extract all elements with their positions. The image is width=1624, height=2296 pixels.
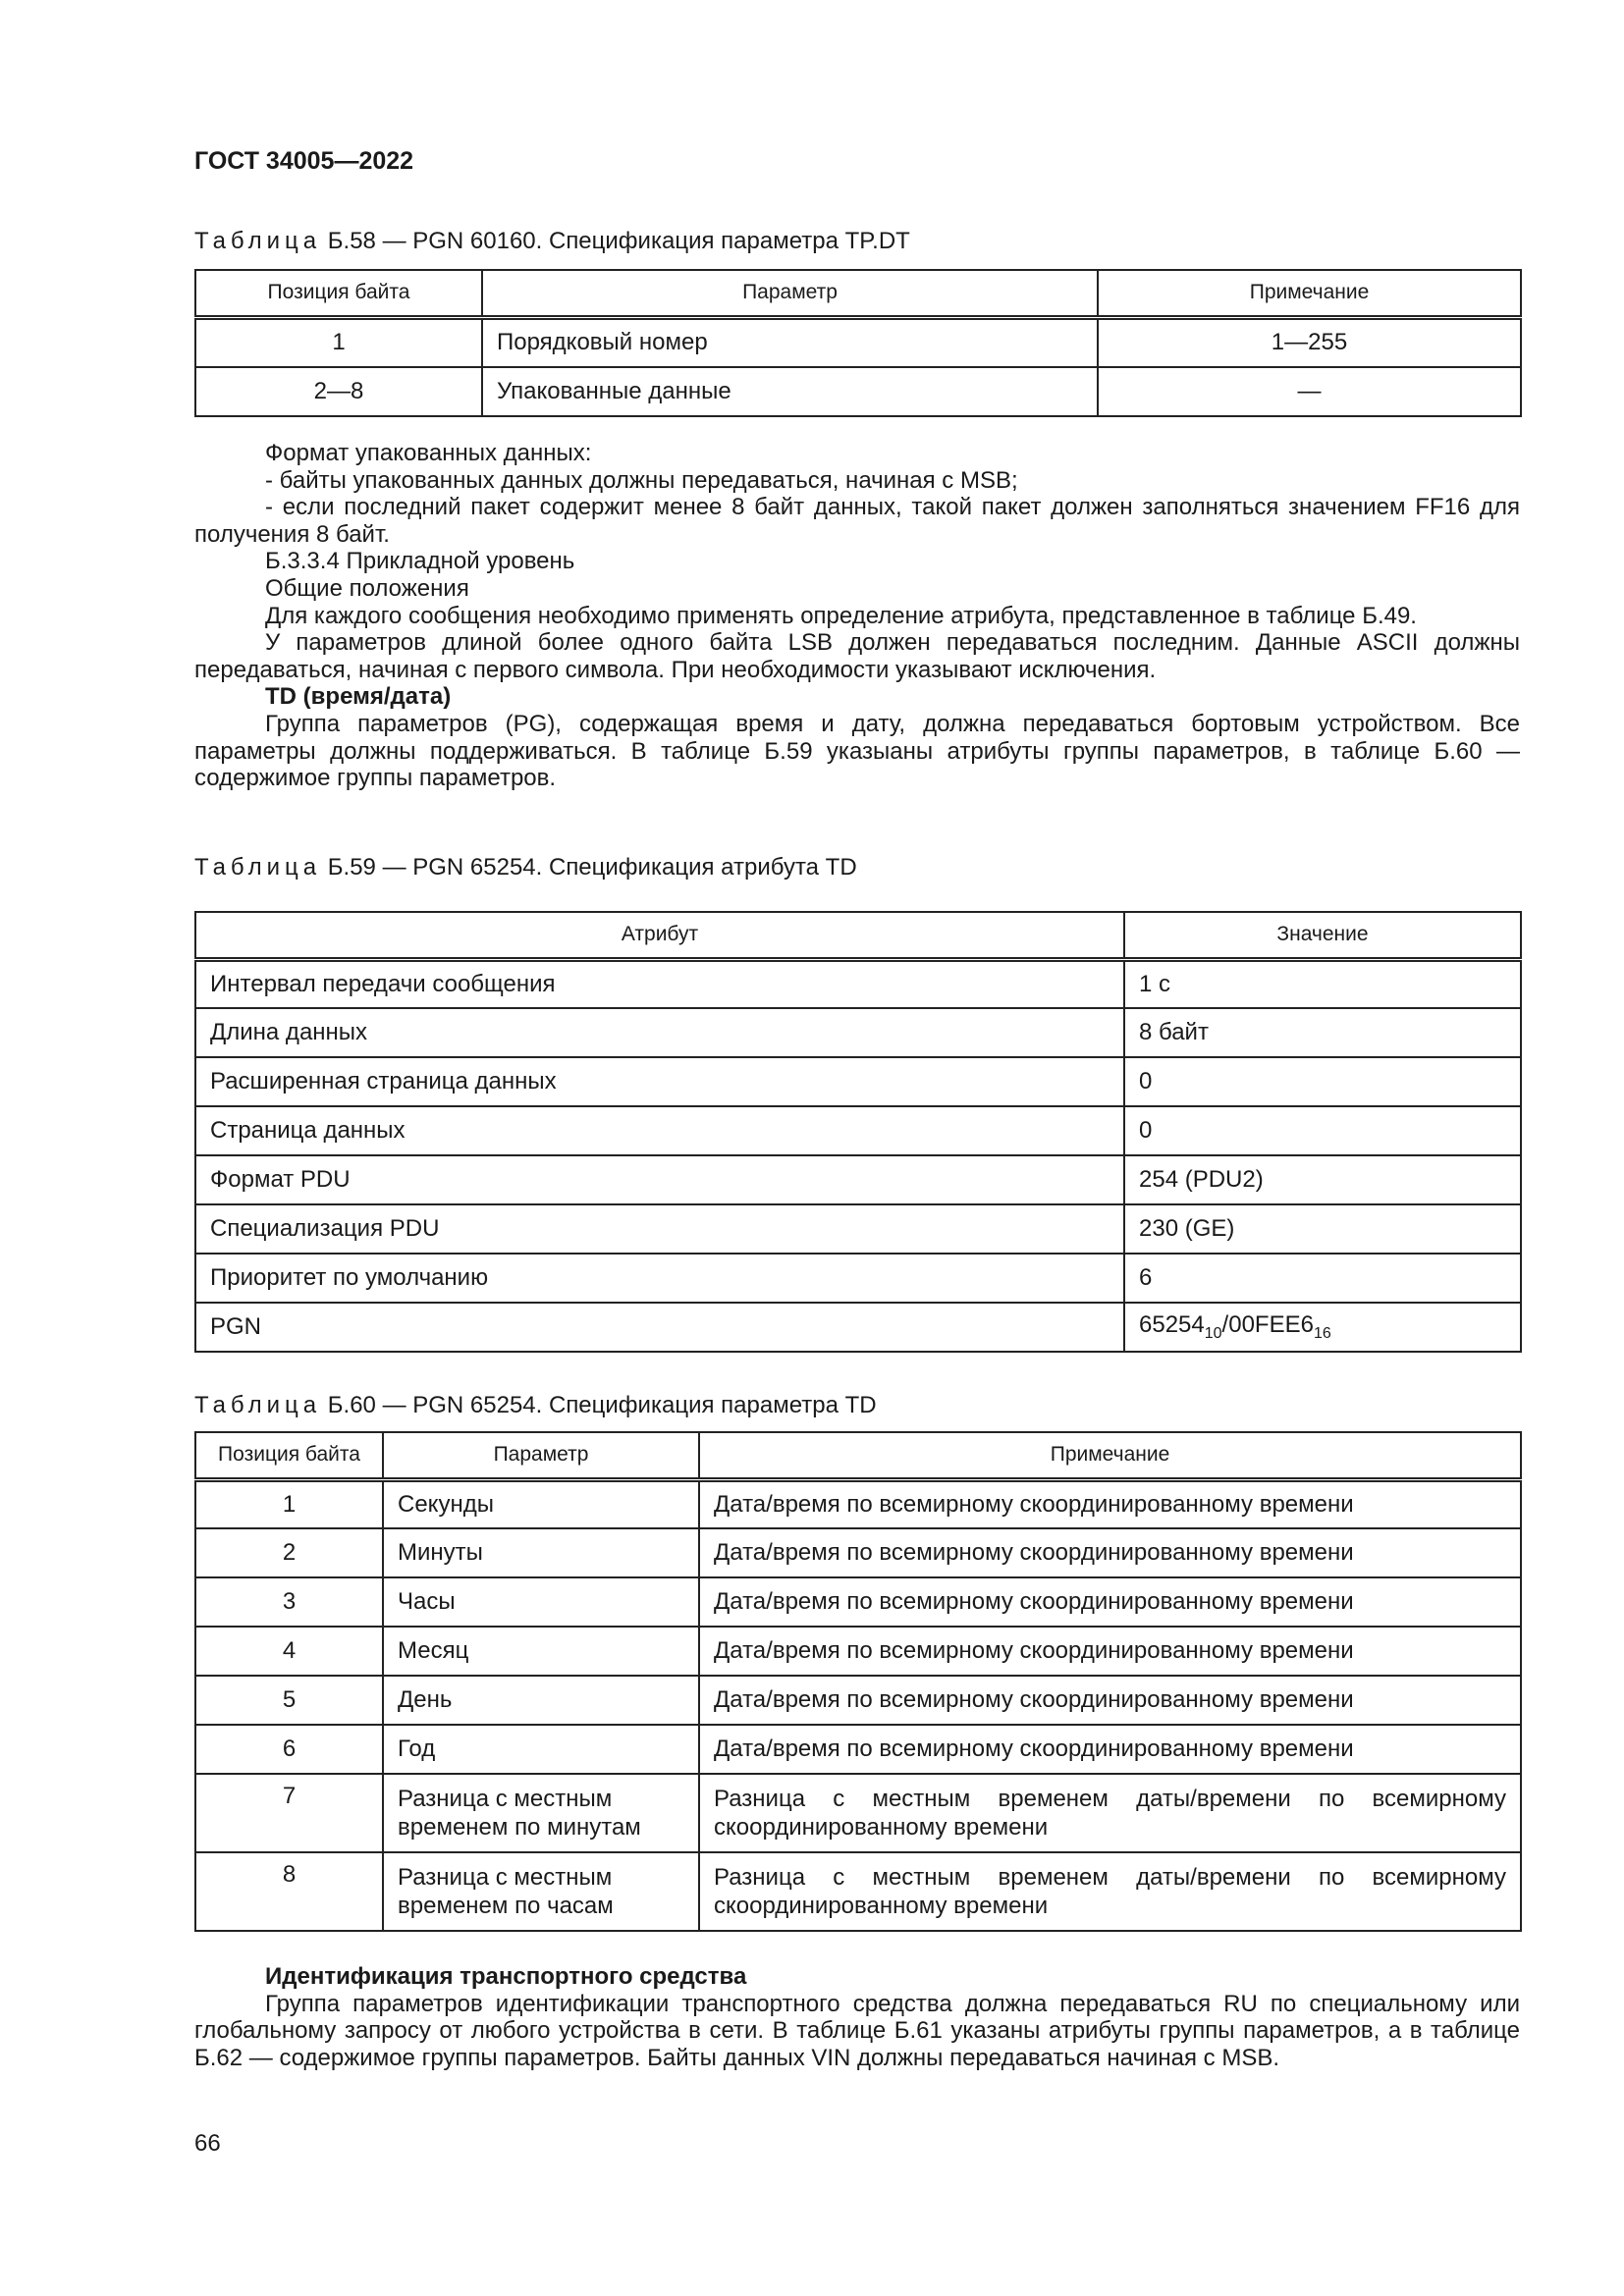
caption-text: Б.60 — PGN 65254. Спецификация параметра TD — [327, 1392, 877, 1418]
caption-word: Таблица — [194, 228, 322, 254]
paragraph: Для каждого сообщения необходимо применять определение атрибута, представленное в таблице Б.49. — [265, 602, 1417, 629]
paragraph: - байты упакованных данных должны передаваться, начиная с MSB; — [265, 466, 1018, 494]
table-cell: Дата/время по всемирному скоординированному времени — [699, 1577, 1521, 1627]
table-b60 — [194, 1431, 1522, 1932]
table-row — [195, 1155, 1521, 1204]
table-cell: 3 — [195, 1577, 383, 1627]
table-row — [195, 1528, 1521, 1577]
subsection-heading: Идентификация транспортного средства — [265, 1963, 747, 1990]
caption-text: Б.59 — PGN 65254. Спецификация атрибута TD — [327, 854, 857, 881]
table-cell: 7 — [195, 1774, 383, 1852]
table-cell: PGN — [195, 1303, 1124, 1352]
table-row — [195, 1008, 1521, 1057]
table-cell: День — [383, 1676, 699, 1725]
table-b60-caption — [194, 1392, 877, 1419]
table-cell: 5 — [195, 1676, 383, 1725]
table-cell: Интервал передачи сообщения — [195, 959, 1124, 1008]
table-cell: Разница с местным временем даты/времени по всемирному скоординированному времени — [699, 1852, 1521, 1931]
paragraph: Группа параметров (PG), содержащая время и дату, должна передаваться бортовым устройством. Все параметры должны поддерживаться. В таблице Б.59 указыаны атрибуты группы параметров, в таблице Б.60 — содержимое группы параметров. — [194, 710, 1520, 792]
table-cell: 6 — [1124, 1254, 1521, 1303]
table-b58-caption — [194, 228, 910, 255]
table-cell: Часы — [383, 1577, 699, 1627]
table-cell: Дата/время по всемирному скоординированному времени — [699, 1676, 1521, 1725]
table-row — [195, 959, 1521, 1008]
table-cell: 2—8 — [195, 367, 482, 416]
paragraph: - если последний пакет содержит менее 8 байт данных, такой пакет должен заполняться значением FF16 для получения 8 байт. — [194, 494, 1520, 548]
table-header-cell: Атрибут — [195, 912, 1124, 959]
table-cell: Расширенная страница данных — [195, 1057, 1124, 1106]
table-b58 — [194, 269, 1522, 417]
table-header-cell: Примечание — [1098, 270, 1521, 317]
table-cell: Месяц — [383, 1627, 699, 1676]
table-cell: 1 — [195, 1479, 383, 1528]
table-row — [195, 1852, 1521, 1931]
table-cell: Страница данных — [195, 1106, 1124, 1155]
table-cell: 8 — [195, 1852, 383, 1931]
pgn-hex-base: 16 — [1313, 1324, 1331, 1342]
table-cell: 8 байт — [1124, 1008, 1521, 1057]
table-header-cell: Значение — [1124, 912, 1521, 959]
table-cell: Минуты — [383, 1528, 699, 1577]
table-header-cell: Параметр — [383, 1432, 699, 1479]
table-row — [195, 1577, 1521, 1627]
caption-word: Таблица — [194, 854, 322, 881]
body-text-1 — [194, 440, 1520, 792]
section-heading: Б.3.3.4 Прикладной уровень — [265, 548, 575, 575]
table-header-cell: Параметр — [482, 270, 1098, 317]
table-cell: Дата/время по всемирному скоординированному времени — [699, 1627, 1521, 1676]
table-b59 — [194, 911, 1522, 1353]
paragraph: Группа параметров идентификации транспортного средства должна передаваться RU по специальному или глобальному запросу от любого устройства в сети. В таблице Б.61 указаны атрибуты группы параметров, а в таблице Б.62 — содержимое группы параметров. Байты данных VIN должны передаваться начиная с MSB. — [194, 1990, 1520, 2071]
table-cell: Секунды — [383, 1479, 699, 1528]
table-cell: Разница с местным временем по минутам — [383, 1774, 699, 1852]
subsection-heading: Общие положения — [265, 574, 469, 602]
table-header-cell: Позиция байта — [195, 1432, 383, 1479]
table-cell: 1—255 — [1098, 317, 1521, 367]
table-row — [195, 1676, 1521, 1725]
table-header-cell: Примечание — [699, 1432, 1521, 1479]
table-cell: Год — [383, 1725, 699, 1774]
pgn-decimal: 65254 — [1139, 1311, 1205, 1339]
table-cell: Дата/время по всемирному скоординированному времени — [699, 1528, 1521, 1577]
table-cell: 0 — [1124, 1106, 1521, 1155]
table-cell: 0 — [1124, 1057, 1521, 1106]
caption-text: Б.58 — PGN 60160. Спецификация параметра TP.DT — [327, 228, 910, 254]
table-row — [195, 1106, 1521, 1155]
table-row — [195, 1774, 1521, 1852]
table-row — [195, 1254, 1521, 1303]
pgn-value-cell — [1124, 1303, 1521, 1352]
table-row — [195, 1303, 1521, 1352]
table-row — [195, 1627, 1521, 1676]
table-cell: Формат PDU — [195, 1155, 1124, 1204]
table-row — [195, 367, 1521, 416]
caption-word: Таблица — [194, 1392, 322, 1418]
table-row — [195, 1204, 1521, 1254]
table-header-cell: Позиция байта — [195, 270, 482, 317]
subsection-heading: TD (время/дата) — [265, 683, 452, 711]
table-cell: Упакованные данные — [482, 367, 1098, 416]
paragraph: У параметров длиной более одного байта LSB должен передаваться последним. Данные ASCII должны передаваться, начиная с первого символа. При необходимости указывают исключения. — [194, 629, 1520, 683]
table-cell: Длина данных — [195, 1008, 1124, 1057]
table-cell: 230 (GE) — [1124, 1204, 1521, 1254]
table-cell: Приоритет по умолчанию — [195, 1254, 1124, 1303]
pgn-decimal-base: 10 — [1204, 1324, 1222, 1342]
table-cell: 1 с — [1124, 959, 1521, 1008]
table-cell: 2 — [195, 1528, 383, 1577]
body-text-2 — [194, 1963, 1520, 2071]
document-header: ГОСТ 34005—2022 — [194, 147, 414, 175]
table-b59-caption — [194, 854, 857, 881]
paragraph: Формат упакованных данных: — [265, 440, 592, 466]
table-cell: Дата/время по всемирному скоординированному времени — [699, 1725, 1521, 1774]
table-cell: 254 (PDU2) — [1124, 1155, 1521, 1204]
pgn-hex: /00FEE6 — [1221, 1311, 1314, 1339]
table-cell: Разница с местным временем даты/времени по всемирному скоординированному времени — [699, 1774, 1521, 1852]
table-cell: Специализация PDU — [195, 1204, 1124, 1254]
table-row — [195, 1479, 1521, 1528]
table-row — [195, 1725, 1521, 1774]
table-cell: — — [1098, 367, 1521, 416]
page-number: 66 — [194, 2130, 221, 2157]
table-cell: Разница с местным временем по часам — [383, 1852, 699, 1931]
table-row — [195, 317, 1521, 367]
table-cell: 4 — [195, 1627, 383, 1676]
table-row — [195, 1057, 1521, 1106]
table-cell: 6 — [195, 1725, 383, 1774]
table-cell: 1 — [195, 317, 482, 367]
table-cell: Дата/время по всемирному скоординированному времени — [699, 1479, 1521, 1528]
table-cell: Порядковый номер — [482, 317, 1098, 367]
